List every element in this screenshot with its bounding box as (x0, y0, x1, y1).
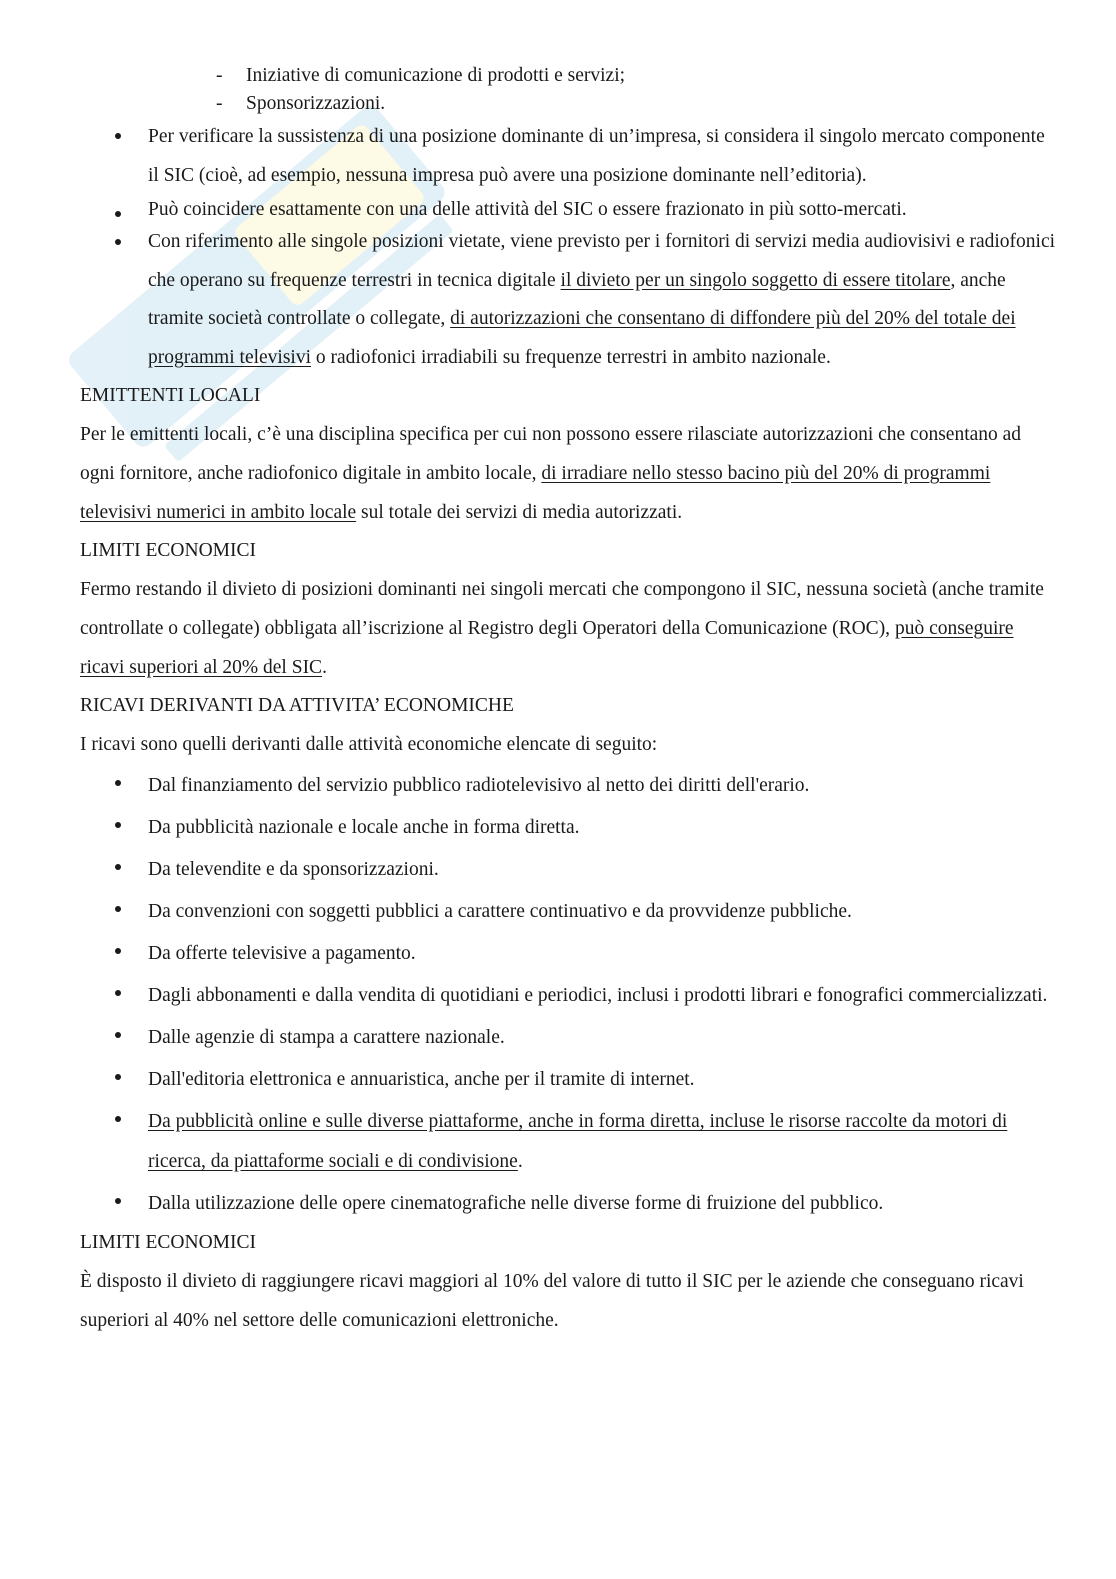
ricavi-list (80, 764, 1060, 1224)
section-heading: LIMITI ECONOMICI (80, 1232, 257, 1253)
section-paragraph: È disposto il divieto di raggiungere ricavi maggiori al 10% del valore di tutto il SIC per le aziende che conseguano ricavi superiori al 40% nel settore delle comunicazioni elettroniche. (80, 1271, 1024, 1331)
section-intro: I ricavi sono quelli derivanti dalle attività economiche elencate di seguito: (80, 734, 658, 755)
section-limiti-economici-2 (80, 1224, 1060, 1340)
underlined-text: di autorizzazioni che consentano di diffondere più del 20% del totale dei programmi televisivi (148, 308, 1016, 368)
paragraph-text: Per le emittenti locali, c’è una disciplina specifica per cui non possono essere rilasciate autorizzazioni che consentano ad ogni fornitore, anche radiofonico digitale in ambito locale, (80, 424, 1022, 484)
section-heading: RICAVI DERIVANTI DA ATTIVITA’ ECONOMICHE (80, 695, 514, 716)
bullet-list-top (80, 117, 1060, 377)
list-item: Da convenzioni con soggetti pubblici a carattere continuativo e da provvidenze pubbliche. (80, 890, 1060, 932)
list-item-text: . (517, 1151, 523, 1172)
list-item: Da offerte televisive a pagamento. (80, 932, 1060, 974)
section-heading: LIMITI ECONOMICI (80, 540, 257, 561)
underlined-text: il divieto per un singolo soggetto di essere titolare (560, 269, 951, 291)
bullet-text: , anche tramite società controllate o collegate, (148, 269, 1006, 329)
paragraph-text: Fermo restando il divieto di posizioni dominanti nei singoli mercati che compongono il SIC, nessuna società (anche tramite controllate o collegate) obbligata all’iscrizione al Registro degli Operatori della Comunicazione (ROC), (80, 579, 1044, 639)
document-content (80, 62, 1060, 1340)
list-item: Dalle agenzie di stampa a carattere nazionale. (80, 1016, 1060, 1058)
list-item (80, 1100, 1060, 1182)
list-item: Da televendite e da sponsorizzazioni. (80, 848, 1060, 890)
list-item: Da pubblicità nazionale e locale anche in forma diretta. (80, 806, 1060, 848)
underlined-text: può conseguire ricavi superiori al 20% del SIC (80, 618, 1014, 678)
underlined-text: Da pubblicità online e sulle diverse piattaforme, anche in forma diretta, incluse le risorse raccolte da motori di ricerca, da piattaforme sociali e di condivisione (148, 1111, 1008, 1172)
list-item: Dall'editoria elettronica e annuaristica, anche per il tramite di internet. (80, 1058, 1060, 1100)
bullet-text: Con riferimento alle singole posizioni vietate, viene previsto per i fornitori di servizi media audiovisivi e radiofonici che operano su frequenze terrestri in tecnica digitale (148, 231, 1056, 291)
section-emittenti-locali (80, 377, 1060, 532)
section-limiti-economici-1 (80, 532, 1060, 687)
bullet-text: o radiofonici irradiabili su frequenze terrestri in ambito nazionale. (311, 346, 831, 368)
list-item: Dagli abbonamenti e dalla vendita di quotidiani e periodici, inclusi i prodotti librari e fonografici commercializzati. (80, 974, 1060, 1016)
section-heading: EMITTENTI LOCALI (80, 385, 261, 406)
bullet-item: Per verificare la sussistenza di una posizione dominante di un’impresa, si considera il singolo mercato componente il SIC (cioè, ad esempio, nessuna impresa può avere una posizione dominante nell’editoria). (80, 117, 1060, 195)
underlined-text: di irradiare nello stesso bacino più del 20% di programmi televisivi numerici in ambito locale (80, 463, 991, 523)
paragraph-text: . (322, 657, 327, 678)
bullet-item (80, 223, 1060, 377)
dash-item: - Iniziative di comunicazione di prodotti e servizi; (80, 62, 1060, 90)
paragraph-text: sul totale dei servizi di media autorizzati. (356, 502, 683, 523)
dash-list (80, 62, 1060, 118)
section-paragraph (80, 415, 1060, 532)
list-item: Dal finanziamento del servizio pubblico radiotelevisivo al netto dei diritti dell'erario. (80, 764, 1060, 806)
list-item: Dalla utilizzazione delle opere cinematografiche nelle diverse forme di fruizione del pubblico. (80, 1182, 1060, 1224)
dash-item: - Sponsorizzazioni. (80, 90, 1060, 118)
section-paragraph (80, 570, 1060, 687)
section-ricavi (80, 687, 1060, 1224)
bullet-item: Può coincidere esattamente con una delle attività del SIC o essere frazionato in più sotto-mercati. (80, 195, 1060, 223)
